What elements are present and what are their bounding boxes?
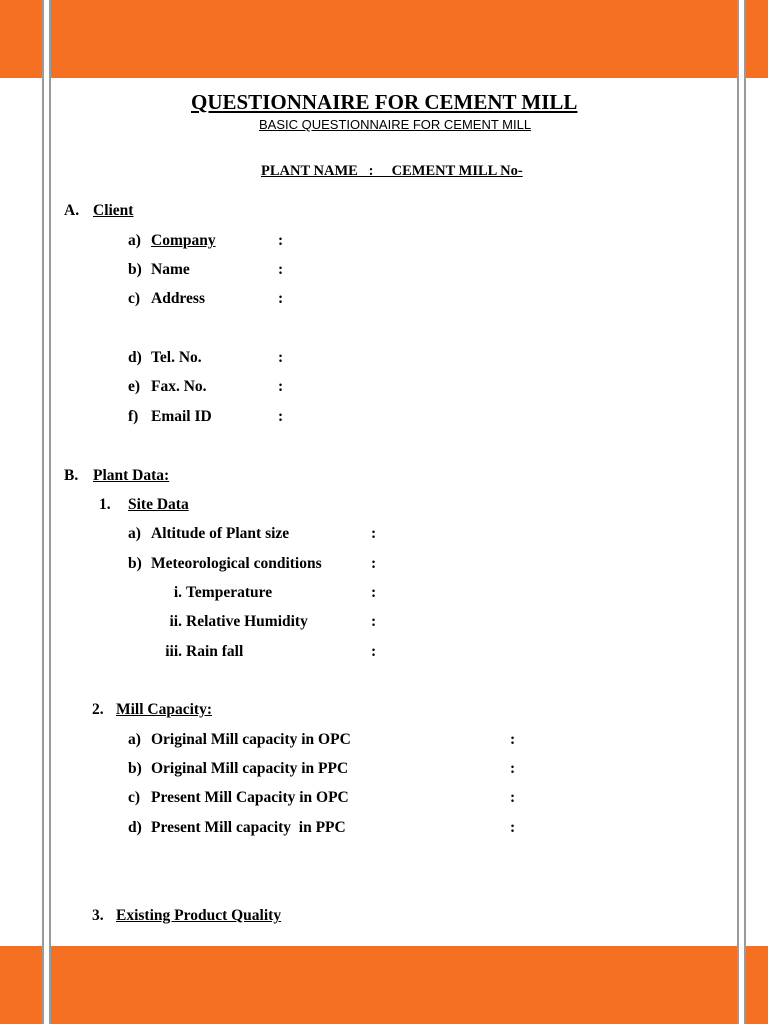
present-opc-label: Present Mill Capacity in OPC [151,789,349,806]
header-band-left [0,0,42,78]
present-ppc-colon: : [510,819,516,836]
present-ppc-label: Present Mill capacity in PPC [151,819,346,836]
present-opc-colon: : [510,789,516,806]
left-rule-inner [49,0,51,1024]
section-b-marker: B. [64,467,79,484]
section-a-marker: A. [64,202,80,219]
client-tel-label: Tel. No. [151,349,202,366]
original-ppc-colon: : [510,760,516,777]
altitude-colon: : [371,525,377,542]
mill-item-marker: d) [128,819,142,836]
client-item-marker: a) [128,232,141,249]
client-name-label: Name [151,261,190,278]
page-subtitle: BASIC QUESTIONNAIRE FOR CEMENT MILL [259,117,532,132]
footer-band-left [0,946,42,1024]
original-opc-colon: : [510,731,516,748]
right-rule-outer [744,0,746,1024]
client-address-label: Address [151,290,205,307]
site-item-marker: b) [128,555,142,572]
site-data-heading: Site Data [128,496,189,513]
site-item-marker: a) [128,525,141,542]
footer-band [51,946,737,1024]
section-a-heading: Client [93,202,134,219]
original-ppc-label: Original Mill capacity in PPC [151,760,349,777]
mill-item-marker: a) [128,731,141,748]
client-item-marker: f) [128,408,139,425]
client-tel-colon: : [278,349,284,366]
section-b-heading: Plant Data: [93,467,170,484]
humidity-label: Relative Humidity [186,613,308,630]
client-email-label: Email ID [151,408,212,425]
client-item-marker: c) [128,290,141,307]
plant-name-line: PLANT NAME : CEMENT MILL No- [261,163,523,179]
site-subitem-marker: i. [173,584,182,601]
humidity-colon: : [371,613,377,630]
temperature-label: Temperature [186,584,273,601]
meteorological-colon: : [371,555,377,572]
mill-item-marker: b) [128,760,142,777]
right-rule-inner [737,0,739,1024]
mill-capacity-heading: Mill Capacity: [116,701,212,718]
product-quality-marker: 3. [92,907,104,924]
client-name-colon: : [278,261,284,278]
left-rule-outer [42,0,44,1024]
client-item-marker: b) [128,261,142,278]
mill-item-marker: c) [128,789,141,806]
altitude-label: Altitude of Plant size [151,525,290,542]
temperature-colon: : [371,584,377,601]
client-address-colon: : [278,290,284,307]
footer-band-right [746,946,768,1024]
site-subitem-marker: iii. [165,643,182,660]
client-company-label: Company [151,232,216,249]
client-item-marker: e) [128,378,141,395]
client-fax-colon: : [278,378,284,395]
meteorological-label: Meteorological conditions [151,555,322,572]
original-opc-label: Original Mill capacity in OPC [151,731,351,748]
header-band [51,0,737,78]
rainfall-colon: : [371,643,377,660]
mill-capacity-marker: 2. [92,701,104,718]
site-subitem-marker: ii. [169,613,182,630]
client-company-colon: : [278,232,284,249]
header-band-right [746,0,768,78]
client-item-marker: d) [128,349,142,366]
client-email-colon: : [278,408,284,425]
site-data-marker: 1. [99,496,111,513]
client-fax-label: Fax. No. [151,378,207,395]
rainfall-label: Rain fall [186,643,244,660]
product-quality-heading: Existing Product Quality [116,907,282,924]
page-title: QUESTIONNAIRE FOR CEMENT MILL [191,90,578,114]
